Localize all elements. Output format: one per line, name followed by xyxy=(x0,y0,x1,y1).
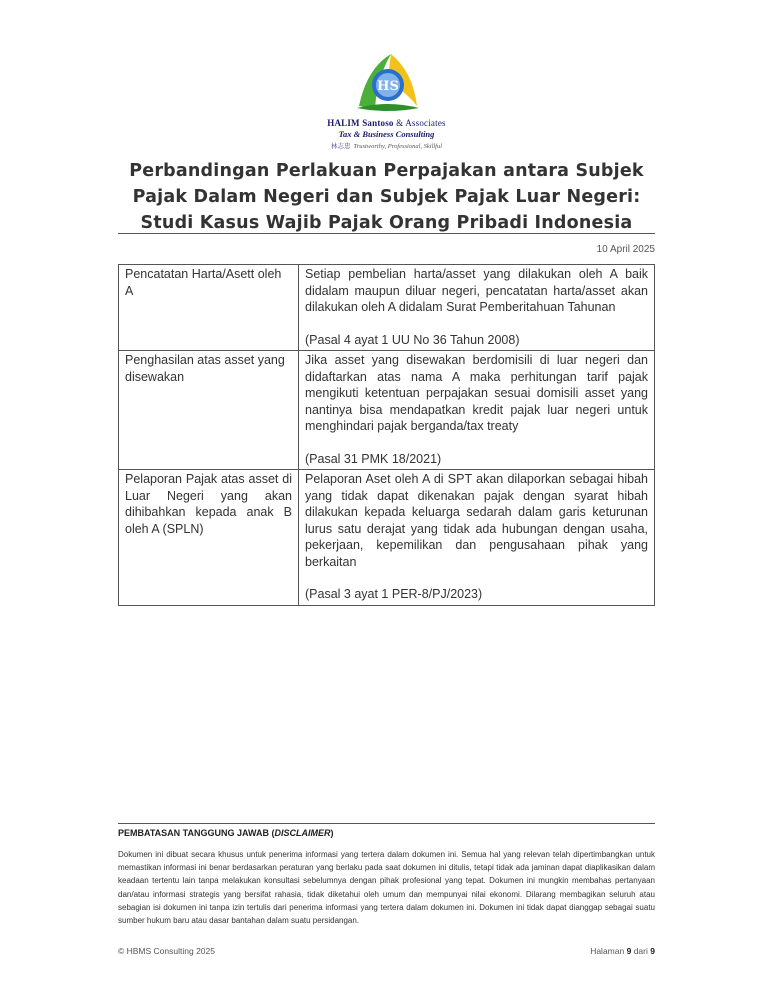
footer-page-number xyxy=(590,946,655,956)
table-row xyxy=(119,351,655,470)
page-prefix: Halaman xyxy=(590,946,625,956)
page-sep: dari xyxy=(633,946,648,956)
disclaimer-title xyxy=(118,828,334,838)
title-divider xyxy=(118,233,655,234)
row-text: Pelaporan Aset oleh A di SPT akan dilaporkan sebagai hibah yang tidak dapat dikenakan pajak dengan syarat hibah dilakukan kepada keluarga sedarah dalam garis keturunan lurus satu derajat yang tidak ada hubungan dengan usaha, pekerjaan, kepemilikan dan pengusahaan pihak yang berkaitan xyxy=(305,472,648,569)
logo-brand-assoc: & Associates xyxy=(396,118,446,128)
svg-text:HS: HS xyxy=(376,79,399,94)
footer-copyright: © HBMS Consulting 2025 xyxy=(118,946,215,956)
company-logo xyxy=(0,48,773,150)
logo-tagline xyxy=(0,141,773,150)
row-label: Penghasilan atas asset yang disewakan xyxy=(119,351,299,470)
logo-brand-bold: HALIM xyxy=(327,118,360,128)
row-content xyxy=(299,265,655,351)
disclaimer-title-suffix: ) xyxy=(330,828,334,838)
logo-brand-rest: Santoso xyxy=(362,118,394,128)
disclaimer-title-italic: DISCLAIMER xyxy=(274,828,331,838)
disclaimer-title-prefix: PEMBATASAN TANGGUNG JAWAB ( xyxy=(118,828,275,838)
row-reference: (Pasal 4 ayat 1 UU No 36 Tahun 2008) xyxy=(305,332,520,347)
disclaimer-body: Dokumen ini dibuat secara khusus untuk penerima informasi yang tertera dalam dokumen ini. Semua hal yang relevan telah dipertimbangkan untuk memastikan informasi ini benar berdasarkan peraturan yang berlaku pada saat dokumen ini ditulis, tetapi tidak ada jaminan dapat diaplikasikan dalam keadaan tertentu lain tanpa melakukan konsultasi sebelumnya dengan pihak profesional yang tepat. Dokumen ini mungkin membahas pertanyaan dan/atau informasi strategis yang bersifat rahasia, tidak diketahui oleh umum dan mempunyai nilai ekonomi. Dilarang membagikan seluruh atau sebagian isi dokumen ini tanpa izin tertulis dari penerima informasi yang tertera dalam dokumen ini. Dokumen ini tidak dapat dianggap sebagai suatu sumber hukum baru atau dasar bantahan dalam suatu persidangan. xyxy=(118,850,655,926)
row-text: Jika asset yang disewakan berdomisili di luar negeri dan didaftarkan atas nama A maka perhitungan tarif pajak mengikuti ketentuan perpajakan sesuai domisili asset yang nantinya bisa mendapatkan kredit pajak luar negeri untuk menghindari pajak berganda/tax treaty xyxy=(305,353,648,433)
comparison-table xyxy=(118,264,655,606)
document-date: 10 April 2025 xyxy=(596,244,655,255)
table-row xyxy=(119,470,655,606)
row-content xyxy=(299,351,655,470)
row-content xyxy=(299,470,655,606)
disclaimer-divider xyxy=(118,823,655,824)
page-current: 9 xyxy=(626,946,632,956)
logo-tagline-text: Trustworthy, Professional, Skillful xyxy=(353,143,443,150)
row-reference: (Pasal 31 PMK 18/2021) xyxy=(305,451,442,466)
row-label: Pencatatan Harta/Asett oleh A xyxy=(119,265,299,351)
logo-tagline-cn: 林志忠 xyxy=(330,143,351,150)
row-reference: (Pasal 3 ayat 1 PER-8/PJ/2023) xyxy=(305,587,483,601)
logo-emblem-icon xyxy=(347,48,427,116)
document-title: Perbandingan Perlakuan Perpajakan antara Subjek Pajak Dalam Negeri dan Subjek Pajak Luar Negeri: Studi Kasus Wajib Pajak Orang Pribadi Indonesia xyxy=(129,161,644,233)
logo-subtitle: Tax & Business Consulting xyxy=(338,129,435,139)
row-label: Pelaporan Pajak atas asset di Luar Negeri yang akan dihibahkan kepada anak B oleh A (SPLN) xyxy=(119,470,299,606)
logo-brand xyxy=(0,118,773,128)
row-text: Setiap pembelian harta/asset yang dilakukan oleh A baik didalam maupun diluar negeri, pencatatan harta/asset akan dilakukan oleh A didalam Surat Pemberitahuan Tahunan xyxy=(305,267,648,314)
table-row xyxy=(119,265,655,351)
page-total: 9 xyxy=(650,946,655,956)
